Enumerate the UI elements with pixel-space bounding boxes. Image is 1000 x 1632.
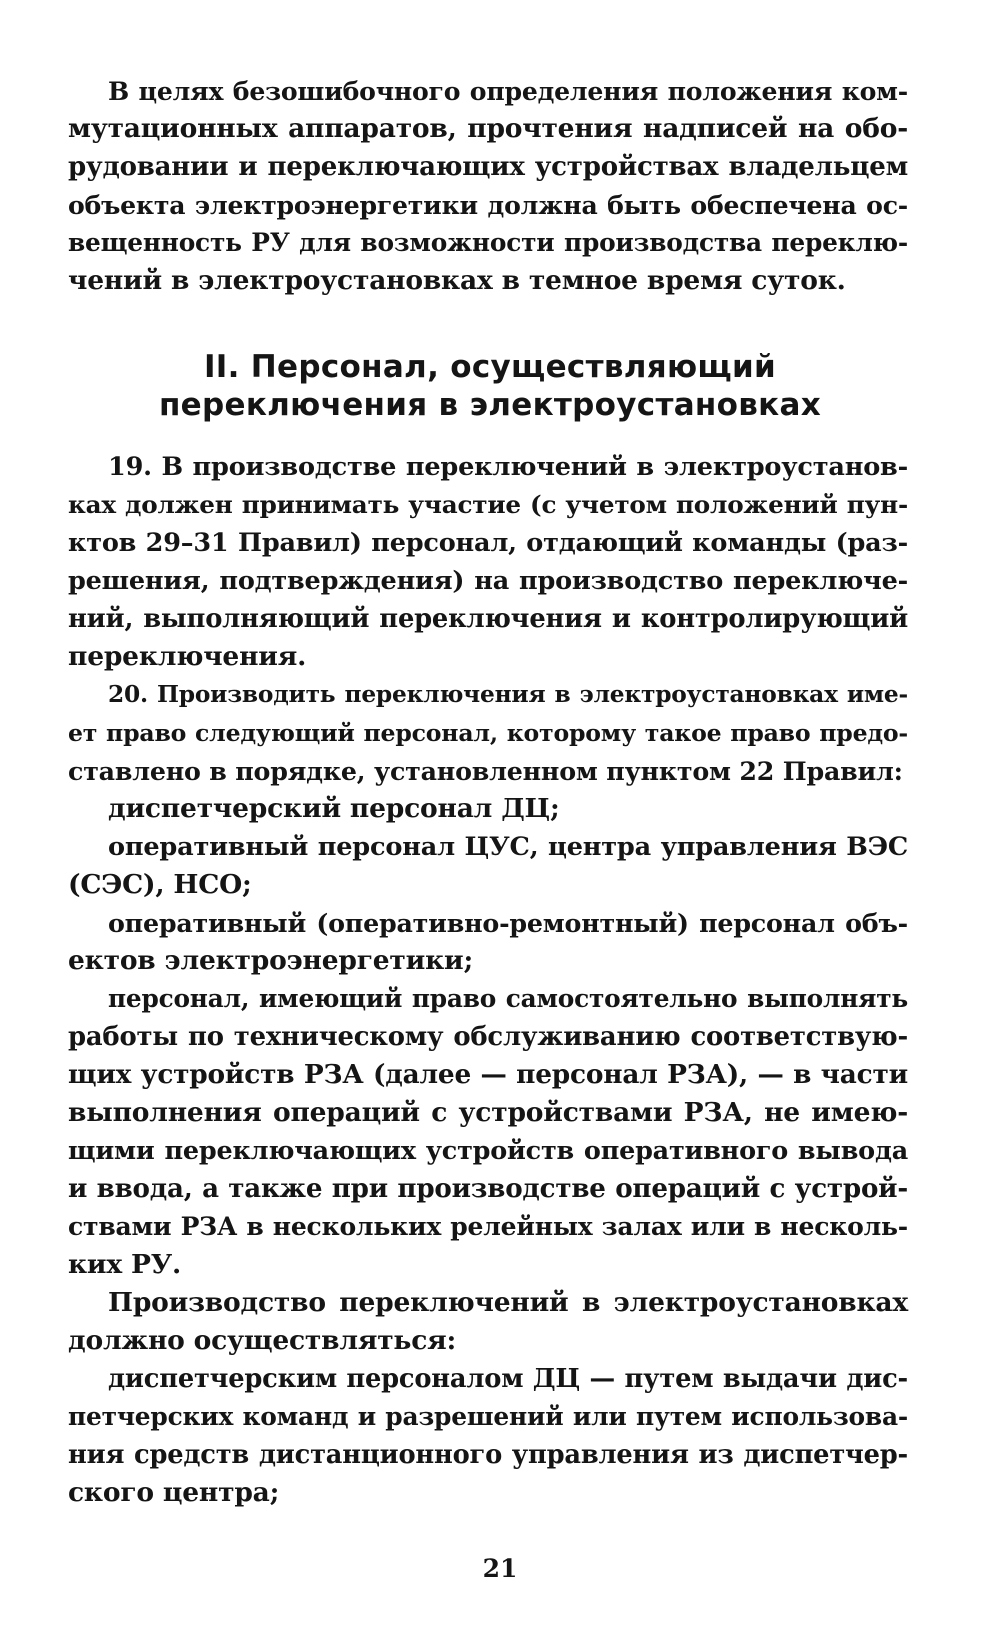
text-line: ний, выполняющий переключения и контролирующий (68, 604, 908, 634)
intro-paragraph (68, 72, 908, 300)
text-line: диспетчерским персоналом ДЦ — путем выдачи дис- (108, 1364, 908, 1394)
text-line: объекта электроэнергетики должна быть обеспечена ос- (68, 190, 908, 220)
text-line: выполнения операций с устройствами РЗА, не имею- (68, 1097, 908, 1128)
text-line: ставлено в порядке, установленном пунктом 22 Правил: (68, 756, 903, 786)
text-line: диспетчерский персонал ДЦ; (108, 793, 560, 824)
text-line: 19. В производстве переключений в электроустанов- (108, 452, 908, 482)
text-line: персонал, имеющий право самостоятельно выполнять (108, 984, 908, 1013)
text-line: и ввода, а также при производстве операций с устрой- (68, 1173, 908, 1204)
page-number: 21 (482, 1554, 518, 1583)
text-line: рудовании и переключающих устройствах владельцем (68, 152, 908, 182)
section-heading (60, 348, 920, 424)
text-line: В целях безошибочного определения положения ком- (108, 76, 908, 106)
text-line: ектов электроэнергетики; (68, 945, 474, 976)
text-line: ния средств дистанционного управления из диспетчер- (68, 1440, 908, 1470)
heading-line: II. Персонал, осуществляющий (203, 349, 777, 385)
text-line: ких РУ. (68, 1249, 182, 1280)
text-line: вещенность РУ для возможности производства переклю- (68, 228, 908, 257)
text-line: оперативный (оперативно-ремонтный) персонал объ- (108, 908, 908, 938)
text-line: щих устройств РЗА (далее — персонал РЗА), — в части (68, 1059, 908, 1090)
text-line: щими переключающих устройств оперативного вывода (68, 1136, 908, 1166)
text-line: мутационных аппаратов, прочтения надписей на обо- (68, 113, 908, 144)
text-line: 20. Производить переключения в электроустановках име- (108, 681, 908, 708)
text-line: работы по техническому обслуживанию соответствую- (68, 1022, 908, 1052)
text-line: петчерских команд и разрешений или путем использова- (68, 1402, 908, 1431)
text-line: решения, подтверждения) на производство переключе- (68, 566, 908, 596)
text-line: ет право следующий персонал, которому такое право предо- (68, 719, 908, 747)
text-line: Производство переключений в электроустановках (108, 1287, 908, 1318)
text-line: ках должен принимать участие (с учетом положений пун- (68, 490, 908, 519)
text-line: (СЭС), НСО; (68, 869, 252, 900)
text-line: переключения. (68, 641, 307, 672)
text-line: ского центра; (68, 1477, 280, 1508)
text-line: ктов 29–31 Правил) персонал, отдающий команды (раз- (68, 528, 908, 558)
text-line: ствами РЗА в нескольких релейных залах или в несколь- (68, 1212, 908, 1241)
text-line: должно осуществляться: (68, 1325, 457, 1356)
body-text (68, 448, 908, 1512)
text-line: оперативный персонал ЦУС, центра управления ВЭС (108, 832, 908, 862)
heading-line: переключения в электроустановках (158, 387, 822, 423)
text-line: чений в электроустановках в темное время суток. (68, 265, 846, 296)
